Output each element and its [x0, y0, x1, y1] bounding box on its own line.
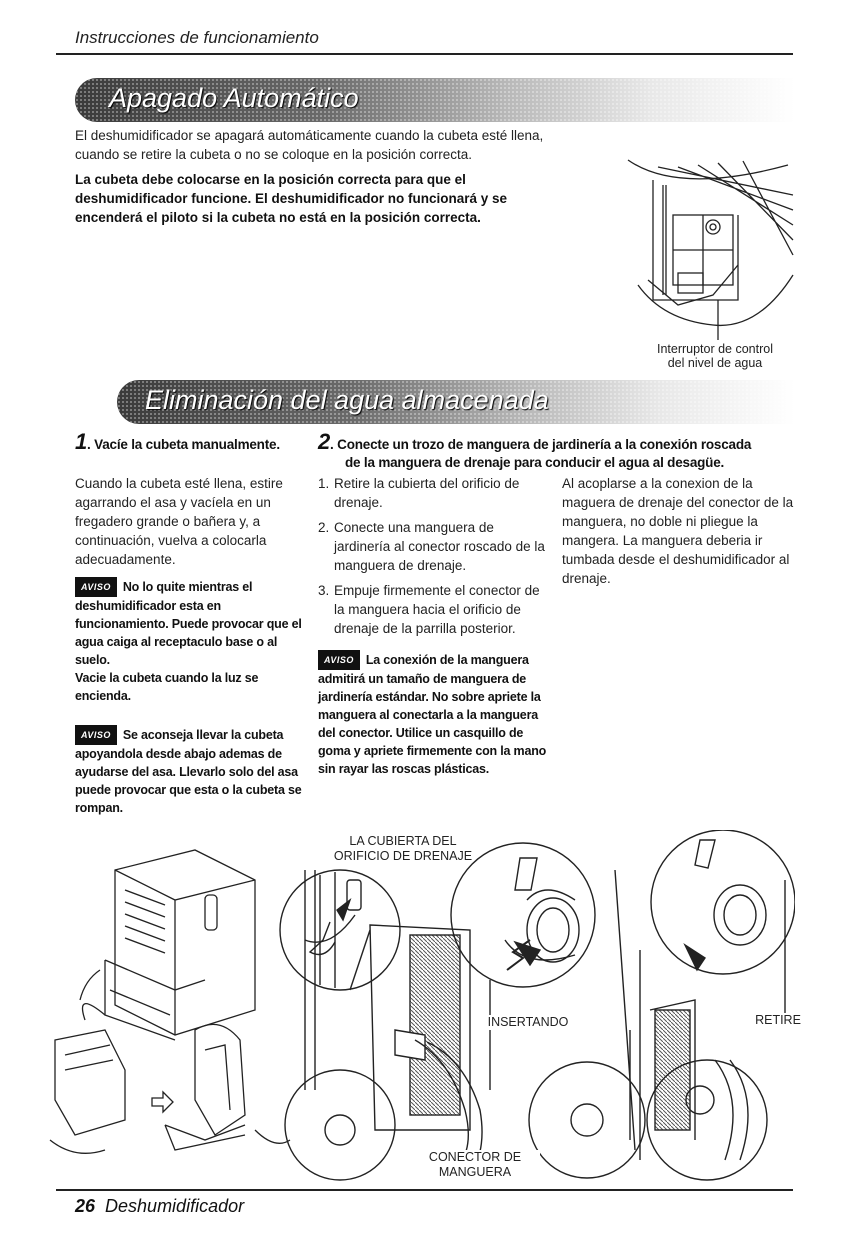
hose-connector-label	[410, 1150, 540, 1180]
page-header: Instrucciones de funcionamiento	[75, 28, 319, 47]
footer-title: Deshumidificador	[105, 1196, 245, 1216]
hose-connector-label-line2: MANGUERA	[438, 1165, 512, 1179]
section-title: Eliminación del agua almacenada	[145, 385, 549, 415]
step1-warning-1	[75, 577, 307, 705]
aviso-badge: AVISO	[318, 650, 360, 670]
aviso-badge: AVISO	[75, 725, 117, 745]
list-item	[318, 474, 548, 512]
footer-rule	[56, 1189, 793, 1191]
item-text: Retire la cubierta del orificio de drenaje.	[334, 476, 520, 510]
step1-heading	[75, 429, 315, 454]
step2-number: 2	[318, 429, 331, 454]
bucket-emptying-illustration	[45, 840, 295, 1170]
item-text: Empuje firmemente el conector de la manguera hacia el orificio de drenaje de la parrilla posterior.	[334, 583, 540, 636]
list-item	[318, 518, 548, 575]
step1-heading-text: . Vacíe la cubeta manualmente.	[87, 437, 280, 452]
remove-label: RETIRE	[748, 1013, 808, 1028]
step2-list	[318, 474, 548, 644]
page-number: 26	[75, 1196, 96, 1216]
section-title: Apagado Automático	[109, 83, 359, 113]
drain-cover-label-line2: ORIFICIO DE DRENAJE	[333, 849, 473, 863]
caption-line-2: del nivel de agua	[667, 356, 763, 370]
step1-warning-2	[75, 725, 307, 817]
step1-warning-2-text: Se aconseja llevar la cubeta apoyandola desde abajo ademas de ayudarse del asa. Llevarlo solo del asa puede provocar que esta o la cubeta se rompan.	[75, 728, 302, 815]
drain-cover-label	[318, 834, 488, 864]
list-item	[318, 581, 548, 638]
drain-cover-label-line1: LA CUBIERTA DEL	[349, 834, 457, 848]
step2-warning-text: La conexión de la manguera admitirá un tamaño de manguera de jardinería estándar. No sobre apriete la manguera al conectarla a la manguera del conector. Utilice un casquillo de goma y apriete firmemente con la mano sin rayar las roscas plásticas.	[318, 653, 547, 776]
hose-connector-label-line1: CONECTOR DE	[428, 1150, 522, 1164]
aviso-badge: AVISO	[75, 577, 117, 597]
section-banner-water-removal	[117, 380, 795, 424]
caption-line-1: Interruptor de control	[656, 342, 774, 356]
step2-warning	[318, 650, 553, 778]
item-text: Conecte una manguera de jardinería al conector roscado de la manguera de drenaje.	[334, 520, 545, 573]
item-number: 3.	[318, 583, 330, 598]
page-footer	[75, 1196, 244, 1217]
step2-heading-line1: . Conecte un trozo de manguera de jardinería a la conexión roscada	[330, 437, 752, 452]
section-banner-auto-off	[75, 78, 795, 122]
header-rule	[56, 53, 793, 55]
step1-number: 1	[75, 429, 88, 454]
item-number: 1.	[318, 476, 330, 491]
step1-warning-1b: Vacie la cubeta cuando la luz se encienda.	[75, 671, 259, 703]
auto-off-intro: El deshumidificador se apagará automáticamente cuando la cubeta esté llena, cuando se retire la cubeta o no se coloque en la posición correcta.	[75, 128, 544, 162]
inserting-label: INSERTANDO	[478, 1015, 578, 1030]
step2-heading	[318, 429, 798, 472]
auto-off-bold-note: La cubeta debe colocarse en la posición correcta para que el deshumidificador funcione. El deshumidificador no funcionará y se encenderá el piloto si la cubeta no está en la posición correcta.	[75, 172, 508, 225]
item-number: 2.	[318, 520, 330, 535]
step2-heading-line2: de la manguera de drenaje para conducir el agua al desagüe.	[345, 455, 725, 470]
step2-right-text: Al acoplarse a la conexion de la maguera de drenaje del conector de la manguera, no doble ni pliegue la mangera. La manguera deberia ir tumbada desde el deshumidificador al drenaje.	[562, 476, 794, 586]
water-level-switch-caption	[640, 342, 790, 370]
step1-body: Cuando la cubeta esté llena, estire agarrando el asa y vacíela en un fregadero grande o bañera y, a continuación, vuelva a colocarla adecuadamente.	[75, 476, 283, 567]
water-level-switch-illustration	[618, 155, 798, 345]
step1-warning-1-text: No lo quite mientras el deshumidificador esta en funcionamiento. Puede provocar que el agua caiga al receptaculo base o al suelo.	[75, 580, 302, 667]
hose-connection-illustration	[275, 830, 795, 1190]
